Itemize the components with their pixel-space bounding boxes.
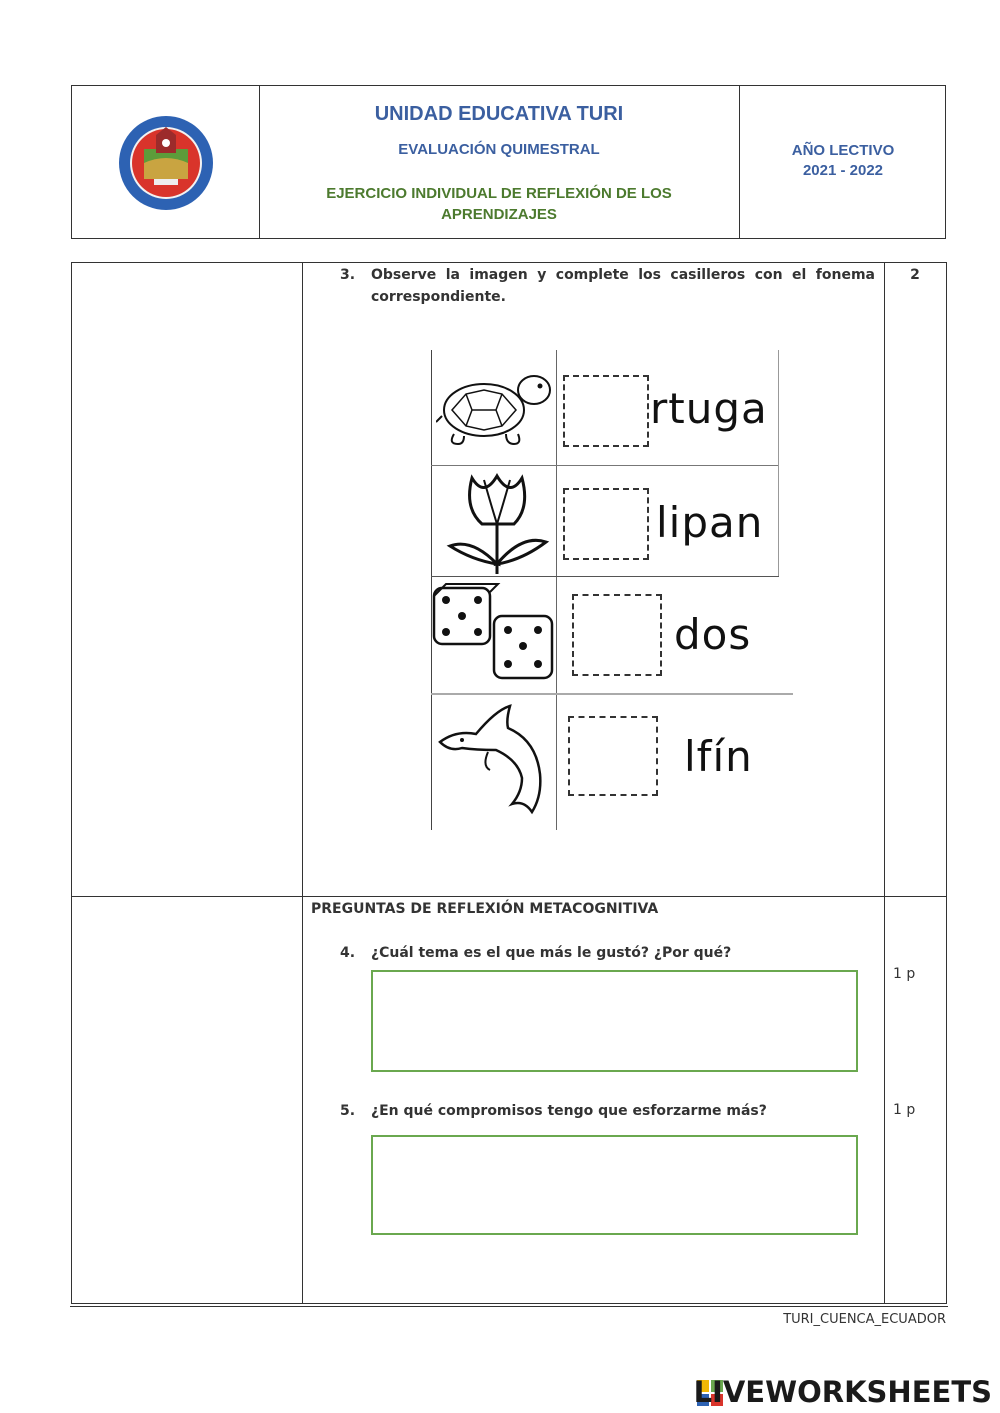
exercise-title xyxy=(259,183,739,225)
q4-answer-box[interactable] xyxy=(371,970,858,1072)
turtle-icon xyxy=(436,364,554,450)
word-1: rtuga xyxy=(650,384,768,433)
evaluation-title: EVALUACIÓN QUIMESTRAL xyxy=(398,141,600,158)
answer-box-1[interactable] xyxy=(563,375,649,447)
column-divider-right xyxy=(884,262,885,1304)
year-value: 2021 - 2022 xyxy=(802,162,884,179)
school-name: UNIDAD EDUCATIVA TURI xyxy=(374,103,624,125)
answer-box-3[interactable] xyxy=(572,594,662,676)
q4-points: 1 p xyxy=(893,966,916,982)
dolphin-icon xyxy=(436,700,554,820)
bottom-rule xyxy=(70,1306,948,1307)
row-divider xyxy=(71,896,947,897)
header-table xyxy=(71,85,946,239)
column-divider-left xyxy=(302,262,303,1304)
logo-cell xyxy=(72,86,260,238)
phoneme-worksheet xyxy=(428,350,796,830)
q3-number: 3. xyxy=(340,267,356,283)
dice-icon xyxy=(432,582,558,690)
q5-number: 5. xyxy=(340,1103,356,1119)
word-2: lipan xyxy=(656,498,764,547)
year-cell xyxy=(739,86,946,238)
q4-number: 4. xyxy=(340,945,356,961)
tulip-icon xyxy=(442,468,552,576)
exercise-title-line1: EJERCICIO INDIVIDUAL DE REFLEXIÓN DE LOS xyxy=(326,185,672,202)
reflection-title: PREGUNTAS DE REFLEXIÓN METACOGNITIVA xyxy=(311,901,659,917)
word-4: lfín xyxy=(684,732,753,781)
q3-points: 2 xyxy=(910,267,920,283)
q5-answer-box[interactable] xyxy=(371,1135,858,1235)
answer-box-2[interactable] xyxy=(563,488,649,560)
liveworksheets-brand[interactable]: LIVEWORKSHEETS xyxy=(693,1375,992,1409)
q3-text-line2: correspondiente. xyxy=(371,289,506,305)
school-logo xyxy=(116,113,216,213)
exercise-title-line2: APRENDIZAJES xyxy=(441,206,557,223)
word-3: dos xyxy=(674,610,752,659)
q5-points: 1 p xyxy=(893,1102,916,1118)
q3-text-line1: Observe la imagen y complete los casilleros con el fonema xyxy=(371,267,875,283)
year-label: AÑO LECTIVO xyxy=(791,142,895,159)
footer-location: TURI_CUENCA_ECUADOR xyxy=(783,1312,946,1327)
q5-text: ¿En qué compromisos tengo que esforzarme más? xyxy=(371,1103,767,1119)
q4-text: ¿Cuál tema es el que más le gustó? ¿Por qué? xyxy=(371,945,732,961)
answer-box-4[interactable] xyxy=(568,716,658,796)
